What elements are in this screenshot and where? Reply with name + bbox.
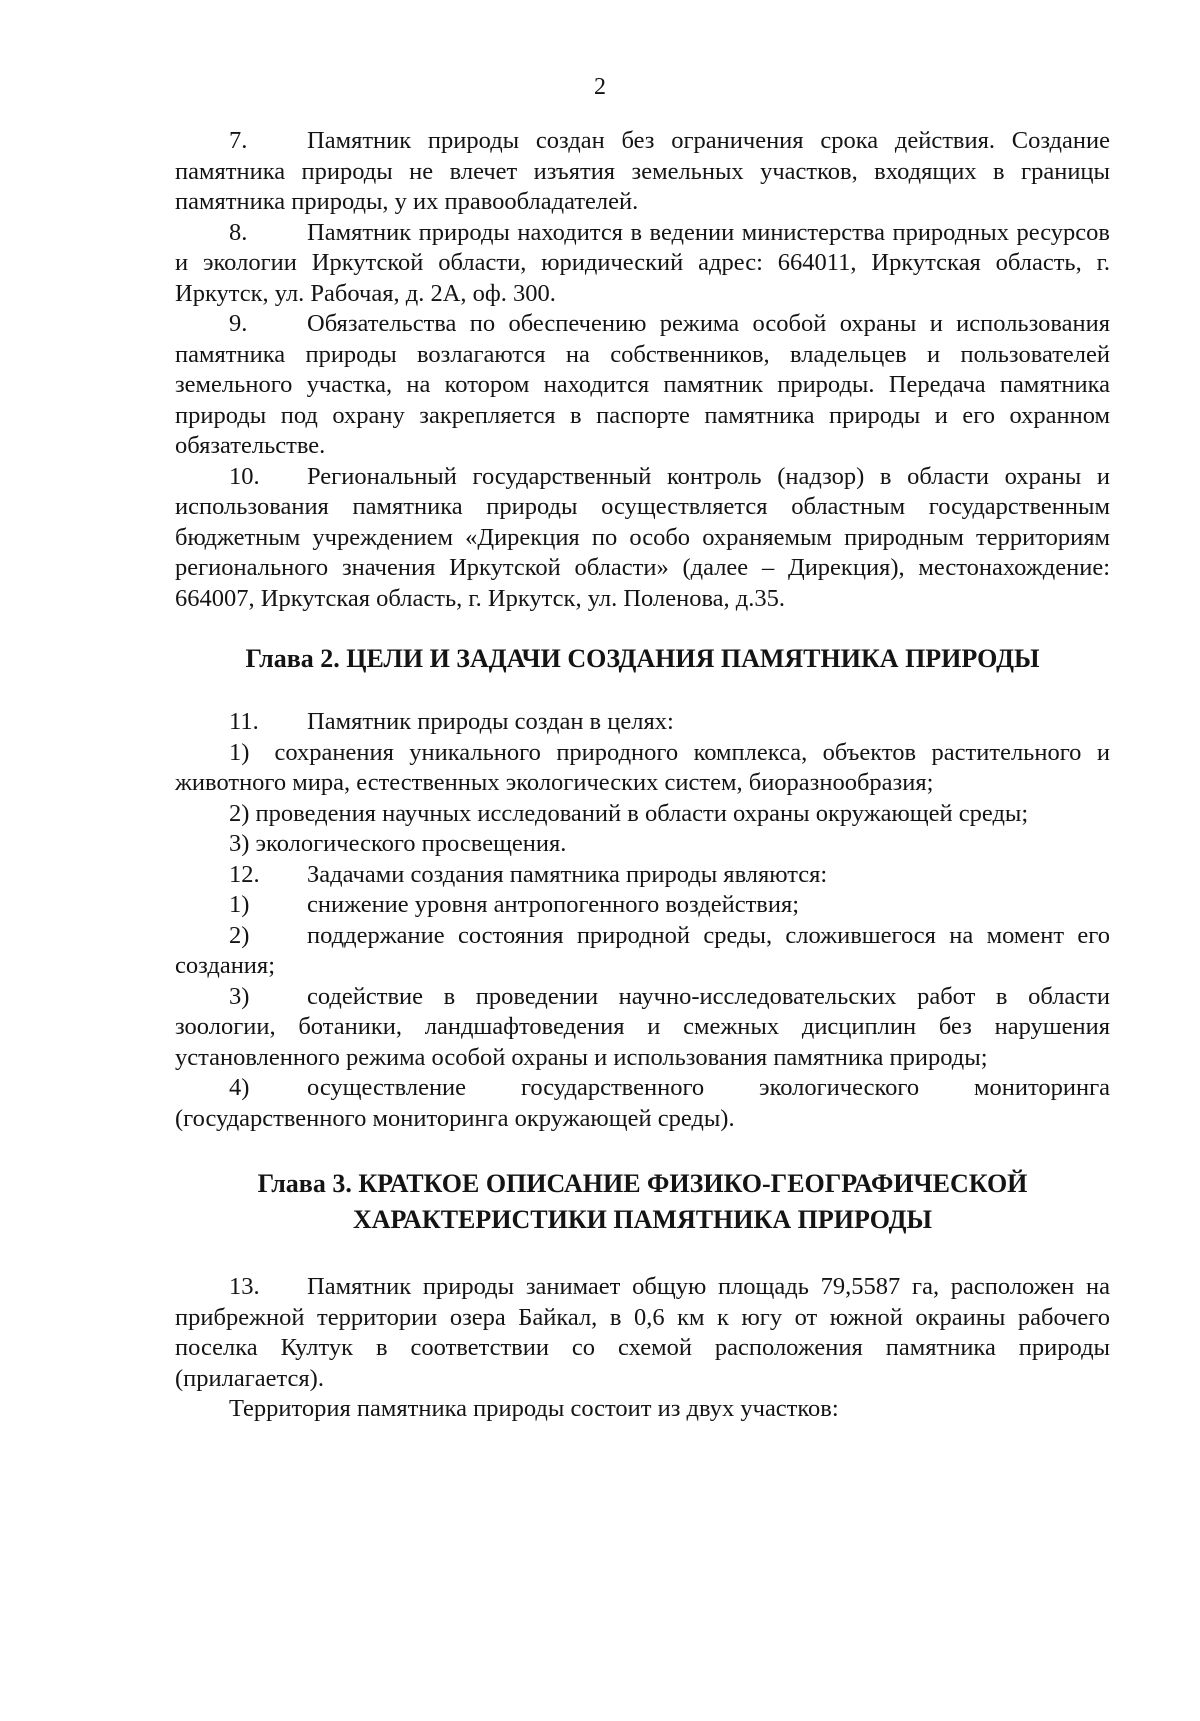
item-text: сохранения уникального природного комплекса, объектов растительного и животного мира, естественных экологических систем, биоразнообразия; <box>175 738 1110 796</box>
paragraph-number: 13. <box>229 1273 260 1300</box>
paragraph-11-item-2: 2) проведения научных исследований в области охраны окружающей среды; <box>229 799 1029 827</box>
paragraph-number: 7. <box>229 127 248 154</box>
page-number: 2 <box>594 74 606 100</box>
chapter-3-heading <box>175 1166 1110 1238</box>
paragraph-text: Региональный государственный контроль (надзор) в области охраны и использования памятника природы осуществляется областным государственным бюджетным учреждением «Дирекция по особо охраняемым природным территориям регионального значения Иркутской области» (далее – Дирекция), местонахождение: 664007, Иркутская область, г. Иркутск, ул. Поленова, д.35. <box>175 462 1110 612</box>
chapter-2-heading: Глава 2. ЦЕЛИ И ЗАДАЧИ СОЗДАНИЯ ПАМЯТНИКА ПРИРОДЫ <box>245 644 1040 673</box>
paragraph-12 <box>175 860 1110 891</box>
chapter-3-heading-line-2: ХАРАКТЕРИСТИКИ ПАМЯТНИКА ПРИРОДЫ <box>352 1205 933 1234</box>
paragraph-number: 9. <box>229 310 248 337</box>
paragraph-text: Памятник природы создан без ограничения срока действия. Создание памятника природы не влечет изъятия земельных участков, входящих в границы памятника природы, у их правообладателей. <box>175 127 1110 215</box>
paragraph-number: 12. <box>229 860 260 888</box>
paragraph-11 <box>175 707 1110 738</box>
paragraph-text: Памятник природы создан в целях: <box>307 708 674 735</box>
paragraph-number: 10. <box>229 462 260 490</box>
paragraph-text: Обязательства по обеспечению режима особой охраны и использования памятника природы возлагаются на собственников, владельцев и пользователей земельного участка, на котором находится памятник природы. Передача памятника природы под охрану закрепляется в паспорте памятника природы и его охранном обязательстве. <box>175 310 1110 459</box>
item-text: содействие в проведении научно-исследовательских работ в области зоологии, ботаники, ландшафтоведения и смежных дисциплин без нарушения установленного режима особой охраны и использования памятника природы; <box>175 982 1110 1071</box>
item-number: 4) <box>229 1074 250 1101</box>
paragraph-text: Памятник природы занимает общую площадь 79,5587 га, расположен на прибрежной территории озера Байкал, в 0,6 км к югу от южной окраины рабочего поселка Култук в соответствии со схемой расположения памятника природы (прилагается). <box>175 1273 1110 1392</box>
item-text: поддержание состояния природной среды, сложившегося на момент его создания; <box>175 921 1110 979</box>
paragraph-number: 8. <box>229 218 248 246</box>
paragraph-12-item-2 <box>175 921 1110 982</box>
item-number: 3) <box>229 982 250 1010</box>
paragraph-text: Памятник природы находится в ведении министерства природных ресурсов и экологии Иркутской области, юридический адрес: 664011, Иркутская область, г. Иркутск, ул. Рабочая, д. 2А, оф. 300. <box>175 218 1110 307</box>
item-number: 1) <box>229 891 250 918</box>
item-number: 1) <box>229 738 250 766</box>
paragraph-12-item-4 <box>175 1073 1110 1134</box>
paragraph-8 <box>175 218 1110 310</box>
paragraph-9 <box>175 309 1110 462</box>
paragraph-13 <box>175 1272 1110 1394</box>
paragraph-12-item-3 <box>175 982 1110 1074</box>
paragraph-7 <box>175 126 1110 218</box>
paragraph-11-item-1 <box>175 738 1110 799</box>
document-body <box>175 126 1110 1425</box>
paragraph-text: Задачами создания памятника природы являются: <box>307 860 828 888</box>
paragraph-11-item-3: 3) экологического просвещения. <box>229 830 567 857</box>
item-number: 2) <box>229 921 250 949</box>
paragraph-10 <box>175 462 1110 615</box>
paragraph-12-item-1 <box>175 890 1110 921</box>
paragraph-13-territory: Территория памятника природы состоит из двух участков: <box>229 1395 839 1422</box>
item-text: осуществление государственного экологического мониторинга (государственного мониторинга окружающей среды). <box>175 1074 1110 1132</box>
paragraph-number: 11. <box>229 708 259 735</box>
item-text: снижение уровня антропогенного воздействия; <box>307 891 800 918</box>
chapter-3-heading-line-1: Глава 3. КРАТКОЕ ОПИСАНИЕ ФИЗИКО-ГЕОГРАФИЧЕСКОЙ <box>257 1169 1028 1198</box>
